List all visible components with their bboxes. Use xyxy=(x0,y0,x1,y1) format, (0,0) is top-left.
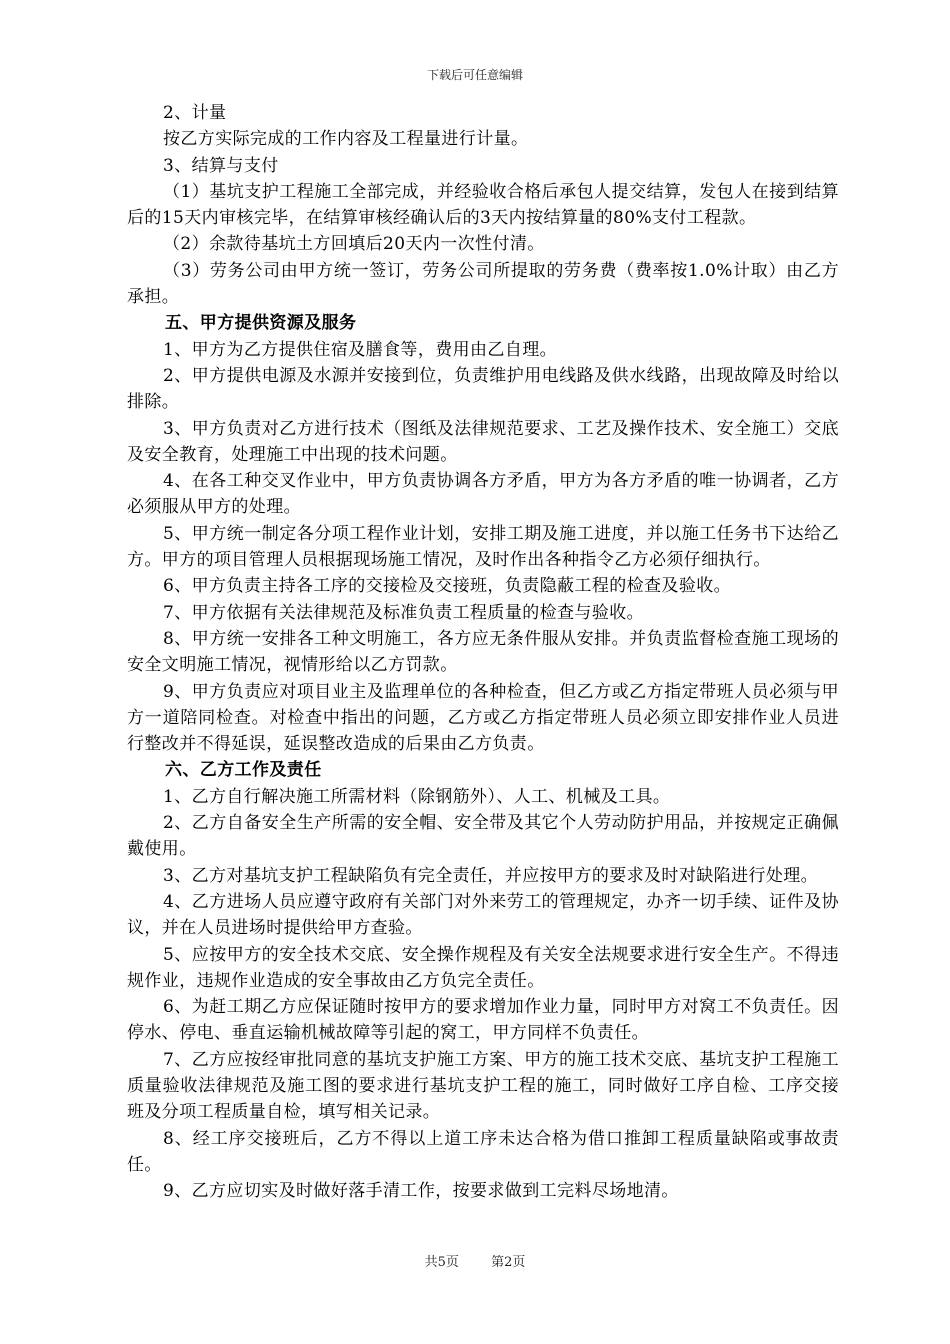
paragraph: 3、乙方对基坑支护工程缺陷负有完全责任，并应按甲方的要求及时对缺陷进行处理。 xyxy=(163,865,819,886)
paragraph: （1）基坑支护工程施工全部完成，并经验收合格后承包人提交结算，发包人在接到结算后的15天内审核完毕，在结算审核经确认后的3天内按结算量的80%支付工程款。 xyxy=(127,181,839,229)
paragraph: 6、甲方负责主持各工序的交接检及交接班，负责隐蔽工程的检查及验收。 xyxy=(163,576,732,597)
paragraph: （3）劳务公司由甲方统一签订，劳务公司所提取的劳务费（费率按1.0%计取）由乙方承担。 xyxy=(127,260,839,308)
paragraph: 9、乙方应切实及时做好落手清工作，按要求做到工完料尽场地清。 xyxy=(163,1181,679,1202)
paragraph: 4、在各工种交叉作业中，甲方负责协调各方矛盾，甲方为各方矛盾的唯一协调者，乙方必须服从甲方的处理。 xyxy=(127,471,839,518)
current-page-label: 第2页 xyxy=(491,1255,526,1270)
paragraph: 2、计量 xyxy=(163,103,227,123)
paragraph: 2、乙方自备安全生产所需的安全帽、安全带及其它个人劳动防护用品，并按规定正确佩戴使用。 xyxy=(127,813,839,860)
paragraph: 5、应按甲方的安全技术交底、安全操作规程及有关安全法规要求进行安全生产。不得违规作业，违规作业造成的安全事故由乙方负完全责任。 xyxy=(127,944,839,991)
paragraph: 7、甲方依据有关法律规范及标准负责工程质量的检查与验收。 xyxy=(163,602,645,623)
paragraph: 1、甲方为乙方提供住宿及膳食等，费用由乙自理。 xyxy=(163,339,558,360)
paragraph: 按乙方实际完成的工作内容及工程量进行计量。 xyxy=(163,129,529,150)
paragraph: 3、结算与支付 xyxy=(163,155,279,176)
paragraph: 8、经工序交接班后，乙方不得以上道工序未达合格为借口推卸工程质量缺陷或事故责任。 xyxy=(127,1128,839,1175)
paragraph: （2）余款待基坑土方回填后20天内一次性付清。 xyxy=(163,234,545,255)
paragraph: 6、为赶工期乙方应保证随时按甲方的要求增加作业力量，同时甲方对窝工不负责任。因停水、停电、垂直运输机械故障等引起的窝工，甲方同样不负责任。 xyxy=(127,997,839,1044)
page-header-note: 下载后可任意编辑 xyxy=(426,68,523,82)
paragraph: 8、甲方统一安排各工种文明施工，各方应无条件服从安排。并负责监督检查施工现场的安全文明施工情况，视情形给以乙方罚款。 xyxy=(127,628,839,676)
paragraph: 5、甲方统一制定各分项工程作业计划，安排工期及施工进度，并以施工任务书下达给乙方。甲方的项目管理人员根据现场施工情况，及时作出各种指令乙方必须仔细执行。 xyxy=(127,523,839,571)
section-heading: 五、甲方提供资源及服务 xyxy=(165,313,357,334)
paragraph: 7、乙方应按经审批同意的基坑支护施工方案、甲方的施工技术交底、基坑支护工程施工质量验收法律规范及施工图的要求进行基坑支护工程的施工，同时做好工序自检、工序交接班及分项工程质量自检，填写相关记录。 xyxy=(127,1049,839,1123)
page-footer xyxy=(0,1251,950,1270)
paragraph: 1、乙方自行解决施工所需材料（除钢筋外）、人工、机械及工具。 xyxy=(163,786,671,807)
total-pages-label: 共5页 xyxy=(424,1255,459,1270)
paragraph: 4、乙方进场人员应遵守政府有关部门对外来劳工的管理规定，办齐一切手续、证件及协议，并在人员进场时提供给甲方查验。 xyxy=(127,891,839,939)
paragraph: 9、甲方负责应对项目业主及监理单位的各种检查，但乙方或乙方指定带班人员必须与甲方一道陪同检查。对检查中指出的问题，乙方或乙方指定带班人员必须立即安排作业人员进行整改并不得延误，延误整改造成的后果由乙方负责。 xyxy=(127,681,839,755)
document-body xyxy=(127,100,839,1204)
paragraph: 2、甲方提供电源及水源并安接到位，负责维护用电线路及供水线路，出现故障及时给以排除。 xyxy=(127,365,839,413)
paragraph: 3、甲方负责对乙方进行技术（图纸及法律规范要求、工艺及操作技术、安全施工）交底及安全教育，处理施工中出现的技术问题。 xyxy=(127,418,839,465)
section-heading: 六、乙方工作及责任 xyxy=(165,760,322,781)
